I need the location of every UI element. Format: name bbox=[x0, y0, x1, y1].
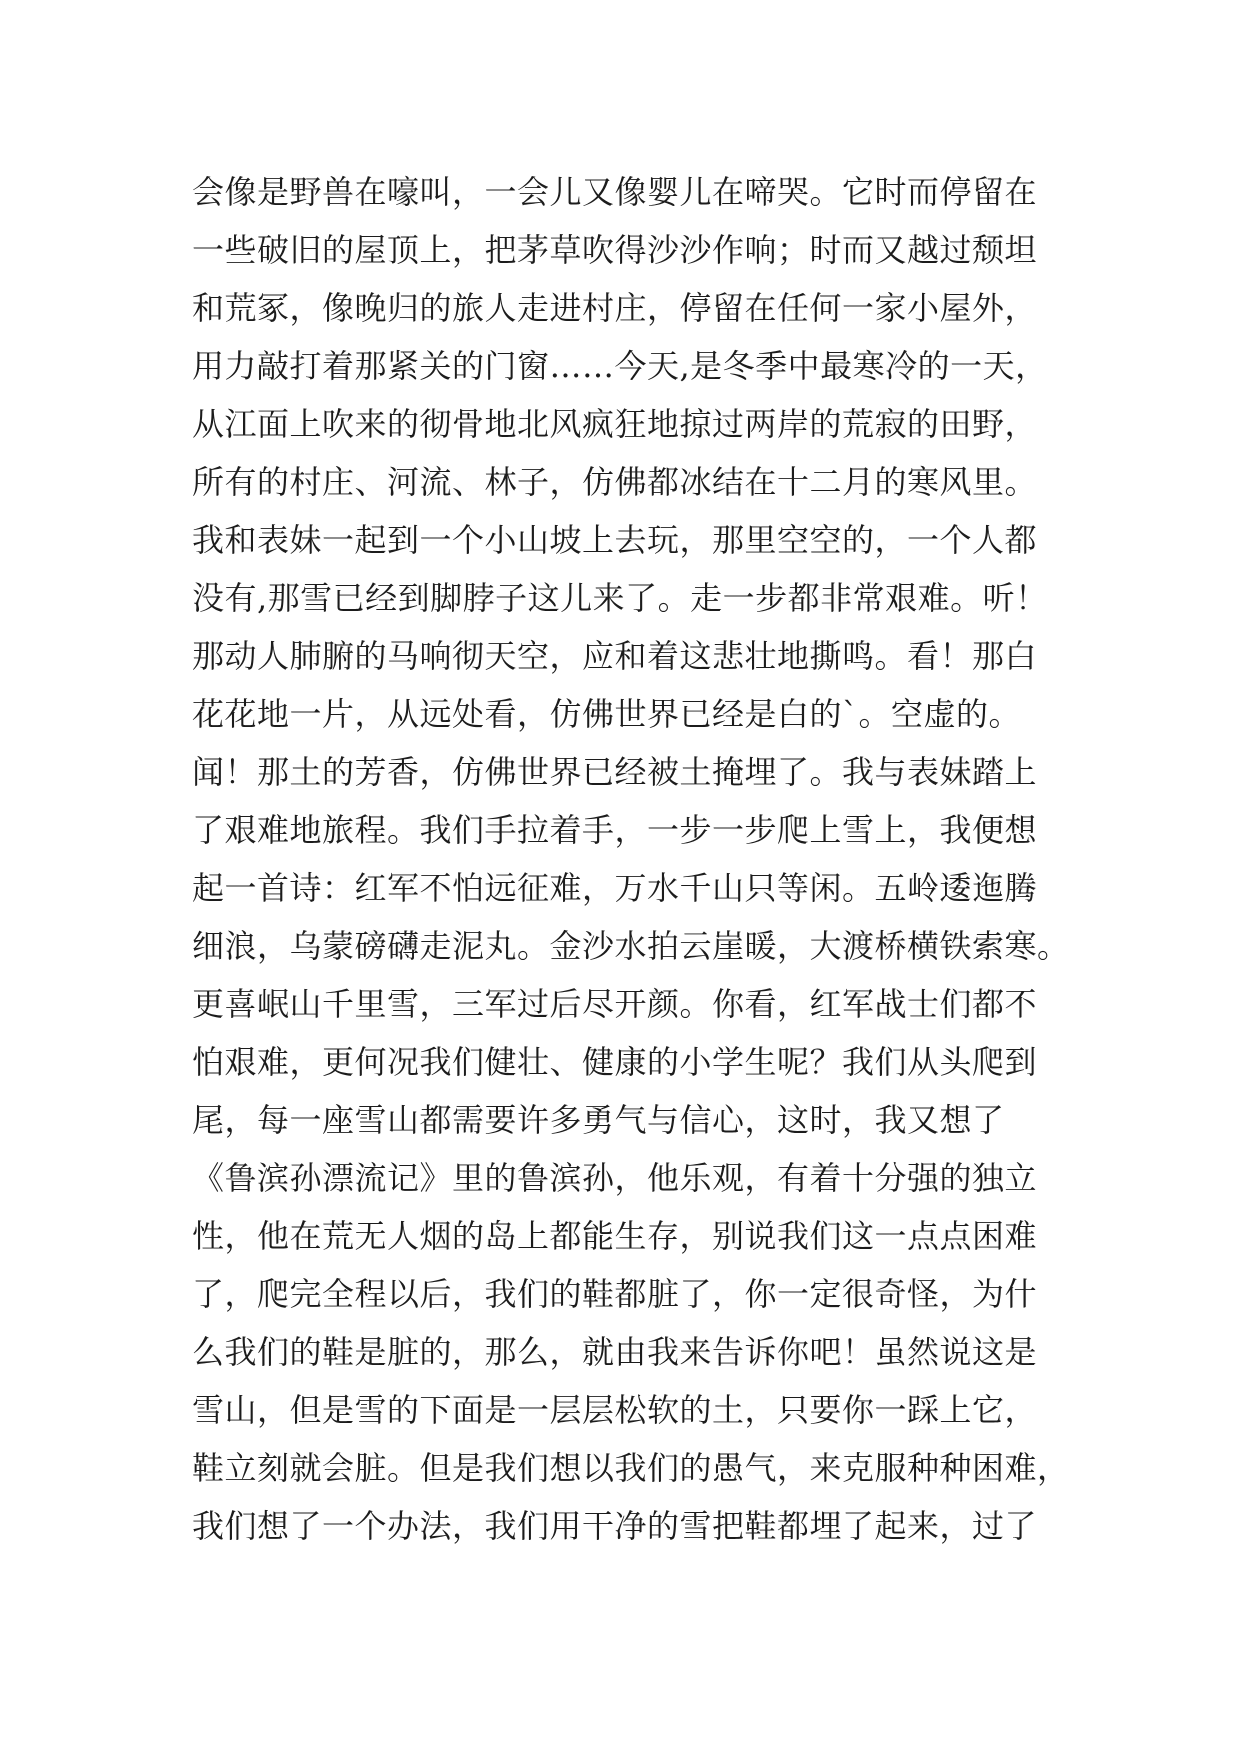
text-line: 用力敲打着那紧关的门窗……今天,是冬季中最寒冷的一天， bbox=[192, 347, 1048, 385]
text-line: 雪山，但是雪的下面是一层层松软的土，只要你一踩上它， bbox=[192, 1391, 1038, 1429]
text-line: 所有的村庄、河流、林子，仿佛都冰结在十二月的寒风里。 bbox=[192, 463, 1038, 501]
text-line: 了，爬完全程以后，我们的鞋都脏了，你一定很奇怪，为什 bbox=[192, 1275, 1038, 1313]
text-line: 尾，每一座雪山都需要许多勇气与信心，这时，我又想了 bbox=[192, 1101, 1005, 1139]
text-line: 怕艰难，更何况我们健壮、健康的小学生呢？我们从头爬到 bbox=[192, 1043, 1038, 1081]
text-line: 性，他在荒无人烟的岛上都能生存，别说我们这一点点困难 bbox=[192, 1217, 1038, 1255]
text-line: 那动人肺腑的马响彻天空，应和着这悲壮地撕鸣。看！那白 bbox=[192, 637, 1038, 675]
text-line: 《鲁滨孙漂流记》里的鲁滨孙，他乐观，有着十分强的独立 bbox=[192, 1159, 1038, 1197]
text-line: 会像是野兽在嚎叫，一会儿又像婴儿在啼哭。它时而停留在 bbox=[192, 173, 1038, 211]
text-line: 么我们的鞋是脏的，那么，就由我来告诉你吧！虽然说这是 bbox=[192, 1333, 1038, 1371]
essay-body bbox=[192, 163, 1072, 1555]
text-line: 鞋立刻就会脏。但是我们想以我们的愚气，来克服种种困难， bbox=[192, 1449, 1070, 1487]
text-line: 一些破旧的屋顶上，把茅草吹得沙沙作响；时而又越过颓坦 bbox=[192, 231, 1038, 269]
text-line: 更喜岷山千里雪，三军过后尽开颜。你看，红军战士们都不 bbox=[192, 985, 1038, 1023]
text-line: 闻！那土的芳香，仿佛世界已经被土掩埋了。我与表妹踏上 bbox=[192, 753, 1038, 791]
text-line: 细浪，乌蒙磅礴走泥丸。金沙水拍云崖暖，大渡桥横铁索寒。 bbox=[192, 927, 1070, 965]
text-line: 和荒冢，像晚归的旅人走进村庄，停留在任何一家小屋外， bbox=[192, 289, 1038, 327]
text-line: 了艰难地旅程。我们手拉着手，一步一步爬上雪上，我便想 bbox=[192, 811, 1038, 849]
text-line: 从江面上吹来的彻骨地北风疯狂地掠过两岸的荒寂的田野， bbox=[192, 405, 1038, 443]
text-line: 我们想了一个办法，我们用干净的雪把鞋都埋了起来，过了 bbox=[192, 1507, 1038, 1545]
text-line: 起一首诗：红军不怕远征难，万水千山只等闲。五岭逶迤腾 bbox=[192, 869, 1038, 907]
text-line: 花花地一片，从远处看，仿佛世界已经是白的`。空虚的。 bbox=[192, 695, 1022, 733]
text-line: 没有,那雪已经到脚脖子这儿来了。走一步都非常艰难。听！ bbox=[192, 579, 1048, 617]
text-line: 我和表妹一起到一个小山坡上去玩，那里空空的，一个人都 bbox=[192, 521, 1038, 559]
